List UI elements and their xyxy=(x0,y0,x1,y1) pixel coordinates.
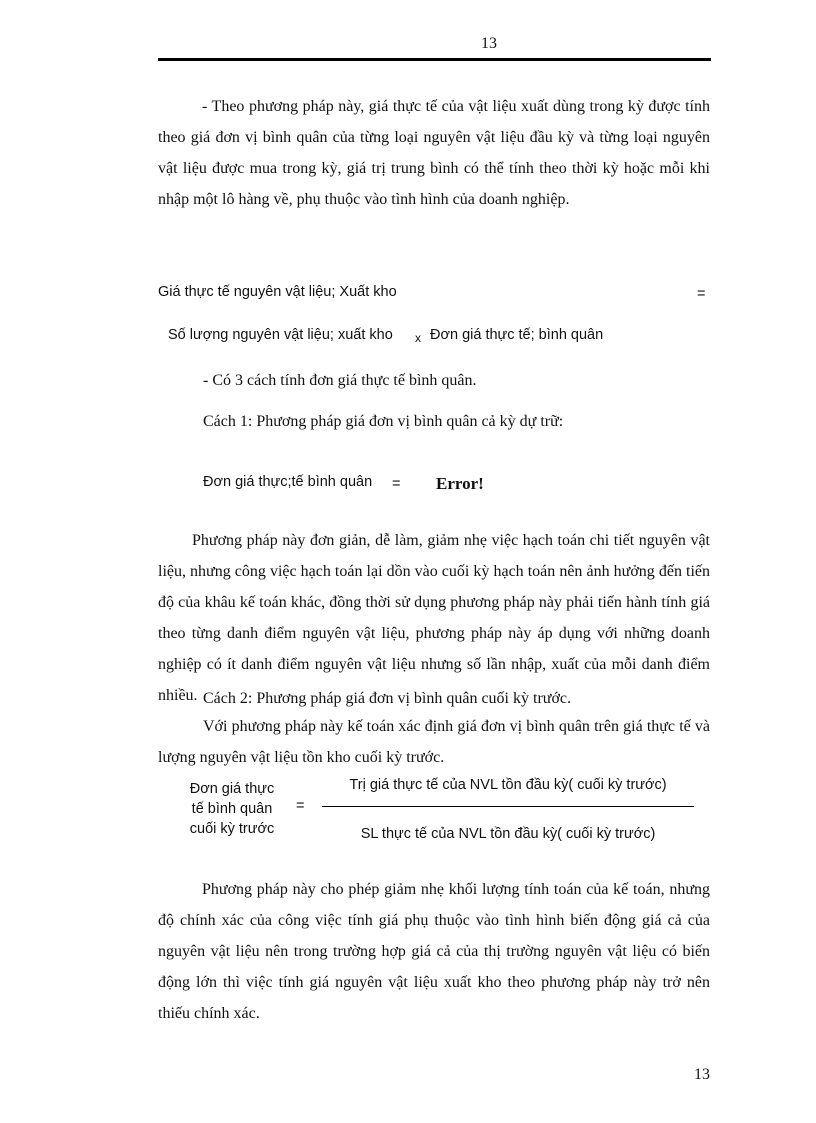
paragraph-method2-description: Phương pháp này cho phép giảm nhẹ khối lượng tính toán của kế toán, nhưng độ chính xác của công việc tính giá phụ thuộc vào tình hình biến động giá cả của nguyên vật liệu nên trong trường hợp giá cả của thị trường nguyên vật liệu có biến động lớn thì việc tính giá nguyên vật liệu xuất kho theo phương pháp này trở nên thiếu chính xác. xyxy=(158,881,710,1022)
formula3-left-line1: Đơn giá thực xyxy=(189,781,275,797)
formula1-left: Giá thực tế nguyên vật liệu; Xuất kho xyxy=(158,284,397,300)
formula3-equals: = xyxy=(296,798,305,814)
formula3-left xyxy=(172,779,292,839)
formula2-equals: = xyxy=(392,476,401,492)
formula1-unit-price: Đơn giá thực tế; bình quân xyxy=(430,327,604,343)
formula1-quantity: Số lượng nguyên vật liệu; xuất kho xyxy=(168,327,393,343)
paragraph-method2-intro: Với phương pháp này kế toán xác định giá đơn vị bình quân trên giá thực tế và lượng nguyên vật liệu tồn kho cuối kỳ trước. xyxy=(158,718,710,766)
formula1-times: x xyxy=(415,331,421,345)
paragraph-weighted-average-intro: - Theo phương pháp này, giá thực tế của vật liệu xuất dùng trong kỳ được tính theo giá đơn vị bình quân của từng loại nguyên vật liệu đầu kỳ và từng loại nguyên vật liệu được mua trong kỳ, giá trị trung bình có thể tính theo thời kỳ hoặc mỗi khi nhập một lô hàng về, phụ thuộc vào tình hình của doanh nghiệp. xyxy=(158,98,710,208)
formula3-numerator: Trị giá thực tế của NVL tồn đầu kỳ( cuối kỳ trước) xyxy=(349,777,667,793)
footer-page-number: 13 xyxy=(694,1066,710,1083)
method2-title: Cách 2: Phương pháp giá đơn vị bình quân cuối kỳ trước. xyxy=(203,690,572,707)
formula2-left: Đơn giá thực;tế bình quân xyxy=(203,474,373,490)
formula3-left-line3: cuối kỳ trước xyxy=(189,821,275,837)
header-page-number: 13 xyxy=(481,35,497,52)
paragraph-three-ways: - Có 3 cách tính đơn giá thực tế bình quân. xyxy=(203,372,477,389)
formula1-equals: = xyxy=(697,286,706,302)
method1-title: Cách 1: Phương pháp giá đơn vị bình quân cả kỳ dự trữ: xyxy=(203,413,564,430)
formula2-error: Error! xyxy=(436,474,484,493)
paragraph-method1-description: Phương pháp này đơn giản, dễ làm, giảm nhẹ việc hạch toán chi tiết nguyên vật liệu, nhưng công việc hạch toán lại dồn vào cuối kỳ hạch toán nên ảnh hưởng đến tiến độ của khâu kế toán khác, đồng thời sử dụng phương pháp này phải tiến hành tính giá theo từng danh điểm nguyên vật liệu, phương pháp này áp dụng với những doanh nghiệp có ít danh điểm nguyên vật liệu nhưng số lần nhập, xuất của mỗi danh điểm nhiều. xyxy=(158,532,710,704)
formula3-left-line2: tế bình quân xyxy=(191,801,273,817)
formula3-fraction-bar xyxy=(322,806,694,807)
formula3-denominator: SL thực tế của NVL tồn đầu kỳ( cuối kỳ trước) xyxy=(360,826,656,842)
header-rule xyxy=(158,58,711,61)
